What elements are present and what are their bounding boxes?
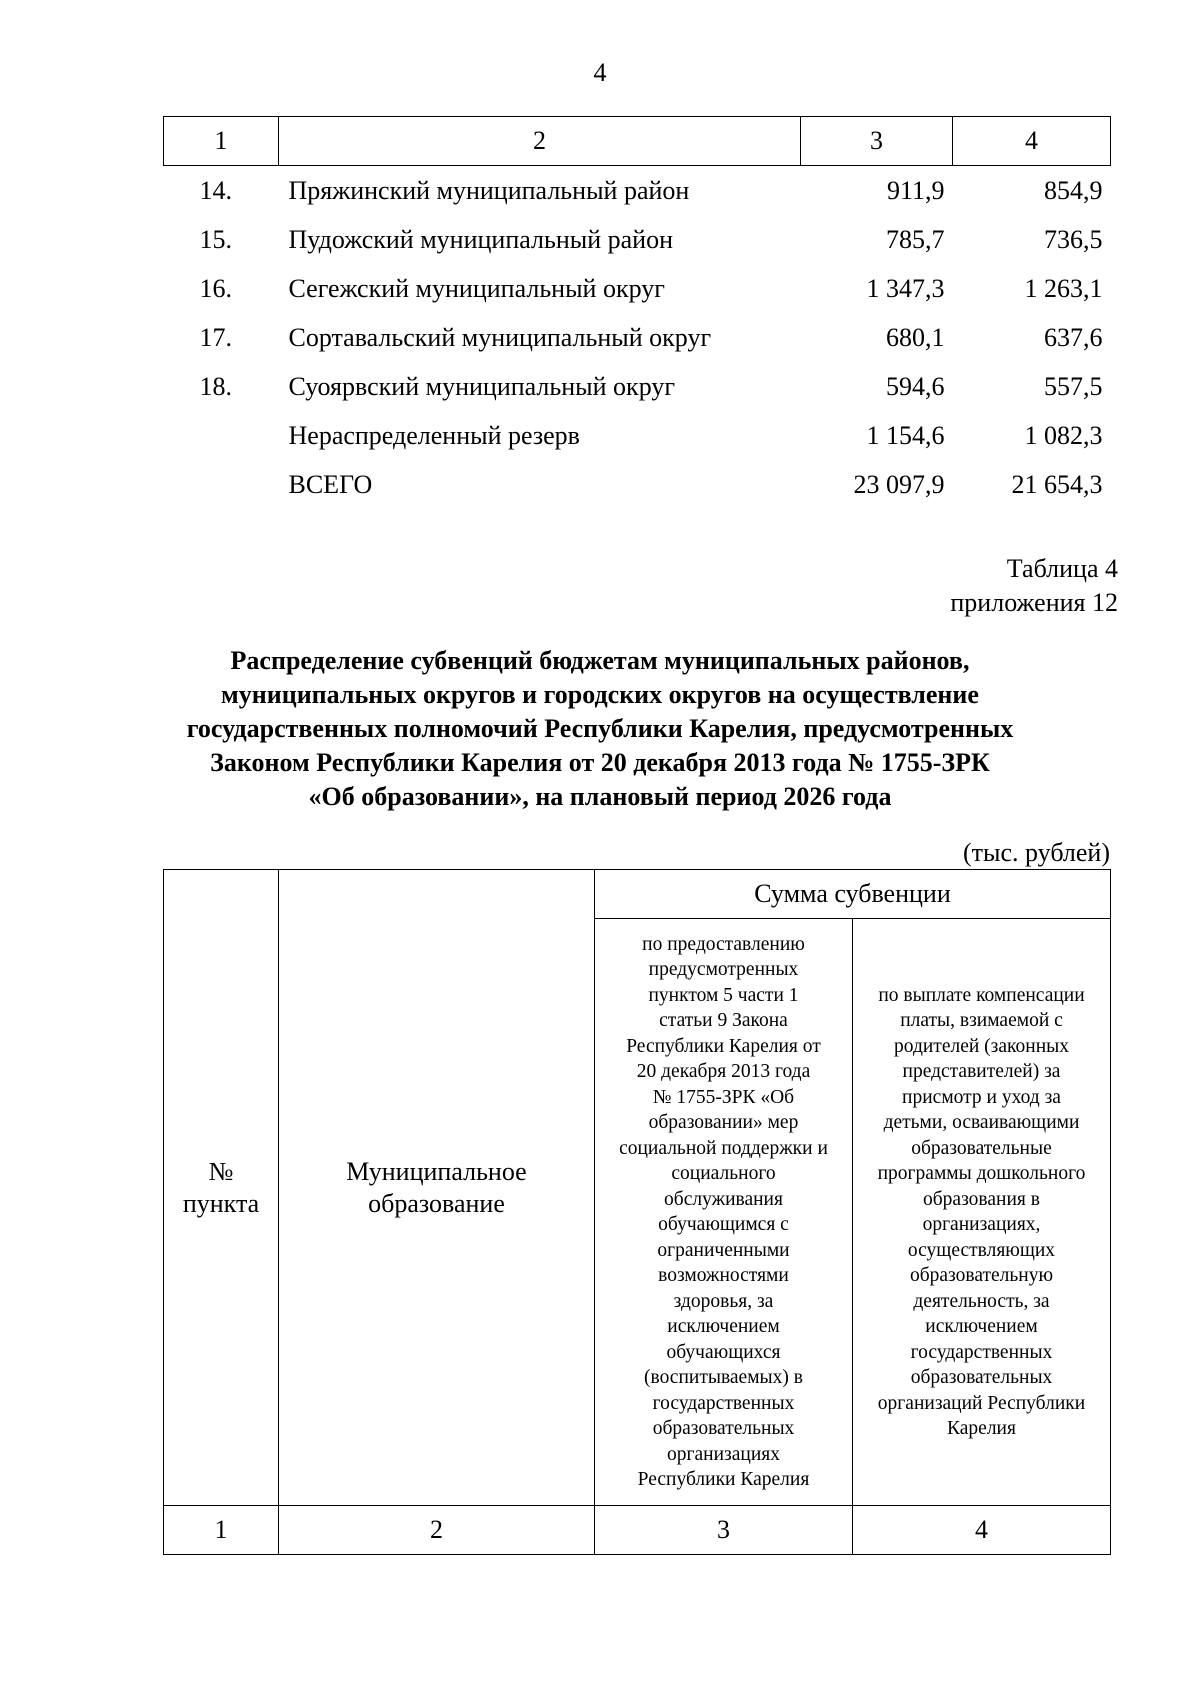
col-4-line: образовательную xyxy=(909,1265,1054,1286)
row-number: 17. xyxy=(199,322,232,352)
col-4-line: организаций Республики xyxy=(877,1392,1086,1414)
col-4-line: образования в xyxy=(923,1188,1040,1210)
row-name: ВСЕГО xyxy=(288,469,373,499)
table-caption-line: приложения 12 xyxy=(950,588,1118,617)
col-3-line: образовании» мер xyxy=(648,1112,799,1133)
col-4-line: детьми, осваивающими xyxy=(883,1112,1080,1133)
row-name: Сегежский муниципальный округ xyxy=(288,273,665,303)
units-label: (тыс. рублей) xyxy=(962,838,1110,867)
col-3-line: статьи 9 Закона xyxy=(659,1010,788,1031)
table-row xyxy=(164,411,1111,460)
col-4-line: родителей (законных xyxy=(894,1035,1069,1057)
col-header-municipality-line: Муниципальное xyxy=(346,1156,527,1186)
row-value-4: 557,5 xyxy=(1044,371,1103,401)
col-3-line: исключением xyxy=(667,1316,780,1337)
header-cell: 3 xyxy=(801,117,953,166)
col-3-line: 20 декабря 2013 года xyxy=(636,1061,811,1082)
col-header-municipality-line: образование xyxy=(368,1188,505,1218)
col-3-line: Республики Карелия xyxy=(637,1469,810,1490)
col-header-number-line: пункта xyxy=(182,1188,260,1218)
table-bottom xyxy=(163,869,1111,1555)
header-cell: 2 xyxy=(279,117,801,166)
title-line: Распределение субвенций бюджетам муниципальных районов, xyxy=(230,646,970,675)
table-row-total xyxy=(164,460,1111,509)
header-cell: 1 xyxy=(164,117,279,166)
row-number xyxy=(164,411,279,460)
table-top xyxy=(163,116,1111,509)
column-index-cell: 3 xyxy=(595,1506,853,1555)
col-4-line: организациях, xyxy=(922,1214,1041,1235)
row-value-4: 1 263,1 xyxy=(1024,273,1103,303)
table-caption xyxy=(950,552,1118,620)
col-3-line: социального xyxy=(671,1163,776,1184)
row-number: 14. xyxy=(199,175,232,205)
col-3-line: Республики Карелия от xyxy=(626,1035,821,1057)
col-3-line: образовательных xyxy=(652,1418,795,1439)
row-value-3: 1 347,3 xyxy=(866,273,945,303)
title-line: «Об образовании», на плановый период 2026 года xyxy=(308,782,892,811)
col-3-line: предусмотренных xyxy=(648,959,799,980)
row-number: 15. xyxy=(199,224,232,254)
row-value-4: 1 082,3 xyxy=(1024,420,1103,450)
table-row xyxy=(164,166,1111,216)
col-3-line: организациях xyxy=(667,1443,780,1465)
row-value-3: 785,7 xyxy=(886,224,945,254)
header-cell: 4 xyxy=(953,117,1111,166)
col-4-line: государственных xyxy=(910,1341,1053,1363)
page-number: 4 xyxy=(593,58,607,87)
col-4-line: представителей) за xyxy=(902,1061,1061,1082)
row-name: Нераспределенный резерв xyxy=(288,420,580,450)
row-value-4: 854,9 xyxy=(1044,175,1103,205)
table-row xyxy=(164,215,1111,264)
document-title xyxy=(0,644,1200,814)
col-header-number xyxy=(164,870,279,1506)
row-name: Пудожский муниципальный район xyxy=(288,224,674,254)
col-3-line: (воспитываемых) в xyxy=(644,1367,803,1388)
col-4-line: по выплате компенсации xyxy=(878,984,1085,1006)
col-header-number-line: № xyxy=(208,1156,234,1186)
col-3-line: обучающимся с xyxy=(658,1214,789,1235)
row-value-3: 594,6 xyxy=(886,371,945,401)
col-4-line: образовательные xyxy=(911,1137,1052,1159)
column-index-cell: 1 xyxy=(164,1506,279,1555)
table-row xyxy=(164,362,1111,411)
row-value-4: 21 654,3 xyxy=(1011,469,1103,499)
row-name: Суоярвский муниципальный округ xyxy=(288,371,676,401)
title-line: государственных полномочий Республики Карелия, предусмотренных xyxy=(186,714,1014,743)
col-header-3 xyxy=(595,919,853,1506)
col-3-line: обучающихся xyxy=(666,1341,781,1363)
row-value-3: 911,9 xyxy=(886,175,945,205)
col-header-municipality xyxy=(279,870,595,1506)
col-3-line: социальной поддержки и xyxy=(619,1137,828,1159)
col-4-line: присмотр и уход за xyxy=(902,1086,1061,1108)
col-4-line: Карелия xyxy=(947,1418,1016,1439)
row-value-3: 680,1 xyxy=(886,322,945,352)
row-number xyxy=(164,460,279,509)
row-number: 18. xyxy=(199,371,232,401)
col-3-line: здоровья, за xyxy=(673,1290,774,1312)
col-4-line: образовательных xyxy=(910,1367,1053,1388)
col-3-line: пунктом 5 части 1 xyxy=(648,984,799,1006)
column-index-cell: 2 xyxy=(279,1506,595,1555)
column-index-row xyxy=(164,1506,1111,1555)
col-3-line: по предоставлению xyxy=(642,933,805,955)
title-line: муниципальных округов и городских округов на осуществление xyxy=(221,680,979,709)
table-row xyxy=(164,264,1111,313)
col-3-line: возможностями xyxy=(658,1265,789,1286)
table-top-header xyxy=(164,117,1111,166)
row-name: Пряжинский муниципальный район xyxy=(288,175,690,205)
col-4-line: программы дошкольного xyxy=(877,1163,1086,1184)
table-row xyxy=(164,313,1111,362)
col-4-line: осуществляющих xyxy=(907,1239,1056,1261)
col-header-4 xyxy=(853,919,1111,1506)
column-index-cell: 4 xyxy=(853,1506,1111,1555)
col-3-line: обслуживания xyxy=(664,1188,783,1210)
row-value-3: 1 154,6 xyxy=(866,420,945,450)
col-3-line: № 1755-ЗРК «Об xyxy=(652,1086,795,1108)
row-number: 16. xyxy=(199,273,232,303)
row-value-4: 637,6 xyxy=(1044,322,1103,352)
row-value-4: 736,5 xyxy=(1044,224,1103,254)
row-name: Сортавальский муниципальный округ xyxy=(288,322,712,352)
col-4-line: деятельность, за xyxy=(913,1290,1050,1312)
col-4-line: платы, взимаемой с xyxy=(900,1010,1063,1031)
row-value-3: 23 097,9 xyxy=(853,469,945,499)
title-line: Законом Республики Карелия от 20 декабря 2013 года № 1755-ЗРК xyxy=(210,748,990,777)
table-caption-line: Таблица 4 xyxy=(1006,554,1118,583)
col-4-line: исключением xyxy=(925,1316,1038,1337)
col-3-line: ограниченными xyxy=(657,1239,790,1261)
col-3-line: государственных xyxy=(652,1392,795,1414)
col-header-sum: Сумма субвенции xyxy=(595,870,1111,919)
